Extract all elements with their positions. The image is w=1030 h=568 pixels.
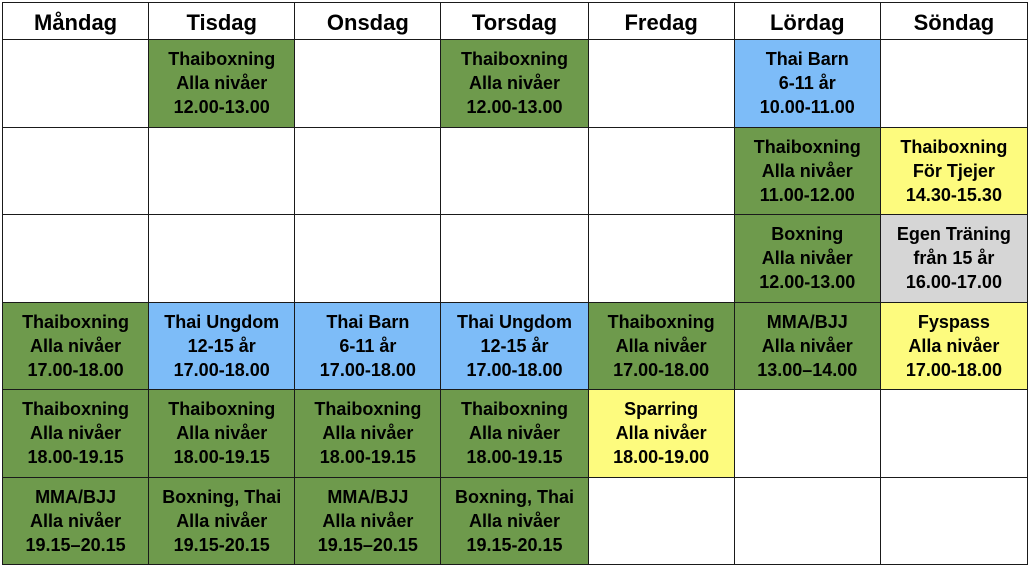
class-slot-monday xyxy=(3,477,149,565)
class-name: Thaiboxning xyxy=(314,399,422,420)
class-name: Thai Ungdom xyxy=(164,311,280,332)
class-level: För Tjejer xyxy=(912,160,995,181)
schedule-row xyxy=(3,40,1028,128)
class-name: Thaiboxning xyxy=(168,399,276,420)
empty-slot-monday xyxy=(3,40,149,128)
class-level: Alla nivåer xyxy=(761,335,853,356)
schedule-row xyxy=(3,302,1028,390)
class-time: 17.00-18.00 xyxy=(27,359,124,380)
class-level: Alla nivåer xyxy=(322,510,414,531)
class-level: Alla nivåer xyxy=(468,73,561,94)
class-slot-thursday xyxy=(441,302,588,390)
class-time: 12.00-13.00 xyxy=(759,272,856,293)
class-slot-thursday xyxy=(441,390,588,478)
class-level: Alla nivåer xyxy=(176,423,268,444)
empty-slot-wednesday xyxy=(295,215,441,303)
class-time: 17.00-18.00 xyxy=(173,359,270,380)
class-slot-saturday xyxy=(734,127,880,215)
class-name: MMA/BJJ xyxy=(35,486,117,507)
schedule-row xyxy=(3,215,1028,303)
class-slot-tuesday xyxy=(149,40,295,128)
empty-slot-sunday xyxy=(880,40,1027,128)
class-time: 19.15-20.15 xyxy=(173,534,270,555)
class-name: Thaiboxning xyxy=(753,136,861,157)
class-name: MMA/BJJ xyxy=(327,486,409,507)
class-name: Thaiboxning xyxy=(22,311,130,332)
class-slot-monday xyxy=(3,302,149,390)
class-name: Thaiboxning xyxy=(22,399,130,420)
class-slot-wednesday xyxy=(295,390,441,478)
class-slot-friday xyxy=(588,302,734,390)
class-slot-saturday xyxy=(734,215,880,303)
empty-slot-wednesday xyxy=(295,40,441,128)
schedule-body xyxy=(3,40,1028,565)
class-level: Alla nivåer xyxy=(30,335,122,356)
class-slot-saturday xyxy=(734,302,880,390)
day-header-tuesday: Tisdag xyxy=(149,3,295,40)
class-name: MMA/BJJ xyxy=(766,311,848,332)
day-header-thursday: Torsdag xyxy=(441,3,588,40)
empty-slot-friday xyxy=(588,40,734,128)
class-level: Alla nivåer xyxy=(468,510,561,531)
empty-slot-friday xyxy=(588,477,734,565)
class-slot-wednesday xyxy=(295,477,441,565)
class-level: Alla nivåer xyxy=(761,160,853,181)
class-level: 12-15 år xyxy=(187,335,256,356)
empty-slot-monday xyxy=(3,127,149,215)
class-time: 18.00-19.00 xyxy=(613,447,710,468)
class-slot-friday xyxy=(588,390,734,478)
class-time: 12.00-13.00 xyxy=(466,97,563,118)
class-name: Sparring xyxy=(624,399,699,420)
day-header-friday: Fredag xyxy=(588,3,734,40)
class-time: 12.00-13.00 xyxy=(173,97,270,118)
class-slot-thursday xyxy=(441,40,588,128)
class-level: Alla nivåer xyxy=(615,423,707,444)
class-slot-sunday xyxy=(880,302,1027,390)
class-level: Alla nivåer xyxy=(761,248,853,269)
class-level: Alla nivåer xyxy=(30,510,122,531)
empty-slot-thursday xyxy=(441,215,588,303)
day-header-wednesday: Onsdag xyxy=(295,3,441,40)
class-name: Thai Barn xyxy=(765,49,849,70)
class-slot-wednesday xyxy=(295,302,441,390)
class-time: 18.00-19.15 xyxy=(27,447,124,468)
empty-slot-saturday xyxy=(734,477,880,565)
class-time: 11.00-12.00 xyxy=(759,184,855,205)
class-level: från 15 år xyxy=(913,248,995,269)
empty-slot-monday xyxy=(3,215,149,303)
empty-slot-tuesday xyxy=(149,215,295,303)
day-header-row xyxy=(3,3,1028,40)
class-time: 19.15-20.15 xyxy=(466,534,563,555)
class-time: 17.00-18.00 xyxy=(905,359,1002,380)
class-time: 18.00-19.15 xyxy=(319,447,416,468)
class-level: 6-11 år xyxy=(778,73,836,94)
day-header-monday: Måndag xyxy=(3,3,149,40)
class-time: 17.00-18.00 xyxy=(613,359,710,380)
class-level: Alla nivåer xyxy=(615,335,707,356)
empty-slot-thursday xyxy=(441,127,588,215)
class-name: Thai Ungdom xyxy=(456,311,572,332)
class-level: 6-11 år xyxy=(339,335,397,356)
empty-slot-tuesday xyxy=(149,127,295,215)
class-time: 10.00-11.00 xyxy=(759,97,855,118)
class-slot-sunday xyxy=(880,215,1027,303)
empty-slot-saturday xyxy=(734,390,880,478)
schedule-table xyxy=(2,2,1028,565)
class-name: Boxning xyxy=(771,224,844,245)
class-level: Alla nivåer xyxy=(176,510,268,531)
schedule-row xyxy=(3,477,1028,565)
class-name: Thaiboxning xyxy=(900,136,1008,157)
empty-slot-friday xyxy=(588,215,734,303)
class-time: 18.00-19.15 xyxy=(466,447,563,468)
class-time: 16.00-17.00 xyxy=(905,272,1002,293)
class-time: 18.00-19.15 xyxy=(173,447,270,468)
class-time: 14.30-15.30 xyxy=(905,184,1002,205)
class-name: Thaiboxning xyxy=(168,49,276,70)
class-time: 19.15–20.15 xyxy=(317,534,418,555)
class-slot-tuesday xyxy=(149,390,295,478)
class-name: Boxning, Thai xyxy=(162,486,282,507)
class-name: Thaiboxning xyxy=(460,399,568,420)
class-slot-tuesday xyxy=(149,477,295,565)
day-header-saturday: Lördag xyxy=(734,3,880,40)
class-slot-thursday xyxy=(441,477,588,565)
class-time: 13.00–14.00 xyxy=(757,359,858,380)
class-level: Alla nivåer xyxy=(322,423,414,444)
class-slot-sunday xyxy=(880,127,1027,215)
class-level: Alla nivåer xyxy=(468,423,561,444)
class-name: Egen Träning xyxy=(896,224,1011,245)
schedule-row xyxy=(3,127,1028,215)
class-time: 19.15–20.15 xyxy=(25,534,126,555)
empty-slot-friday xyxy=(588,127,734,215)
class-name: Thai Barn xyxy=(326,311,410,332)
class-time: 17.00-18.00 xyxy=(466,359,563,380)
schedule-row xyxy=(3,390,1028,478)
empty-slot-sunday xyxy=(880,477,1027,565)
class-name: Fyspass xyxy=(917,311,990,332)
day-header-sunday: Söndag xyxy=(880,3,1027,40)
class-slot-monday xyxy=(3,390,149,478)
class-name: Thaiboxning xyxy=(607,311,715,332)
class-name: Boxning, Thai xyxy=(454,486,574,507)
class-slot-saturday xyxy=(734,40,880,128)
class-slot-tuesday xyxy=(149,302,295,390)
class-level: Alla nivåer xyxy=(176,73,268,94)
empty-slot-wednesday xyxy=(295,127,441,215)
empty-slot-sunday xyxy=(880,390,1027,478)
class-level: 12-15 år xyxy=(480,335,549,356)
class-level: Alla nivåer xyxy=(908,335,1000,356)
class-time: 17.00-18.00 xyxy=(319,359,416,380)
class-level: Alla nivåer xyxy=(30,423,122,444)
class-name: Thaiboxning xyxy=(460,49,568,70)
